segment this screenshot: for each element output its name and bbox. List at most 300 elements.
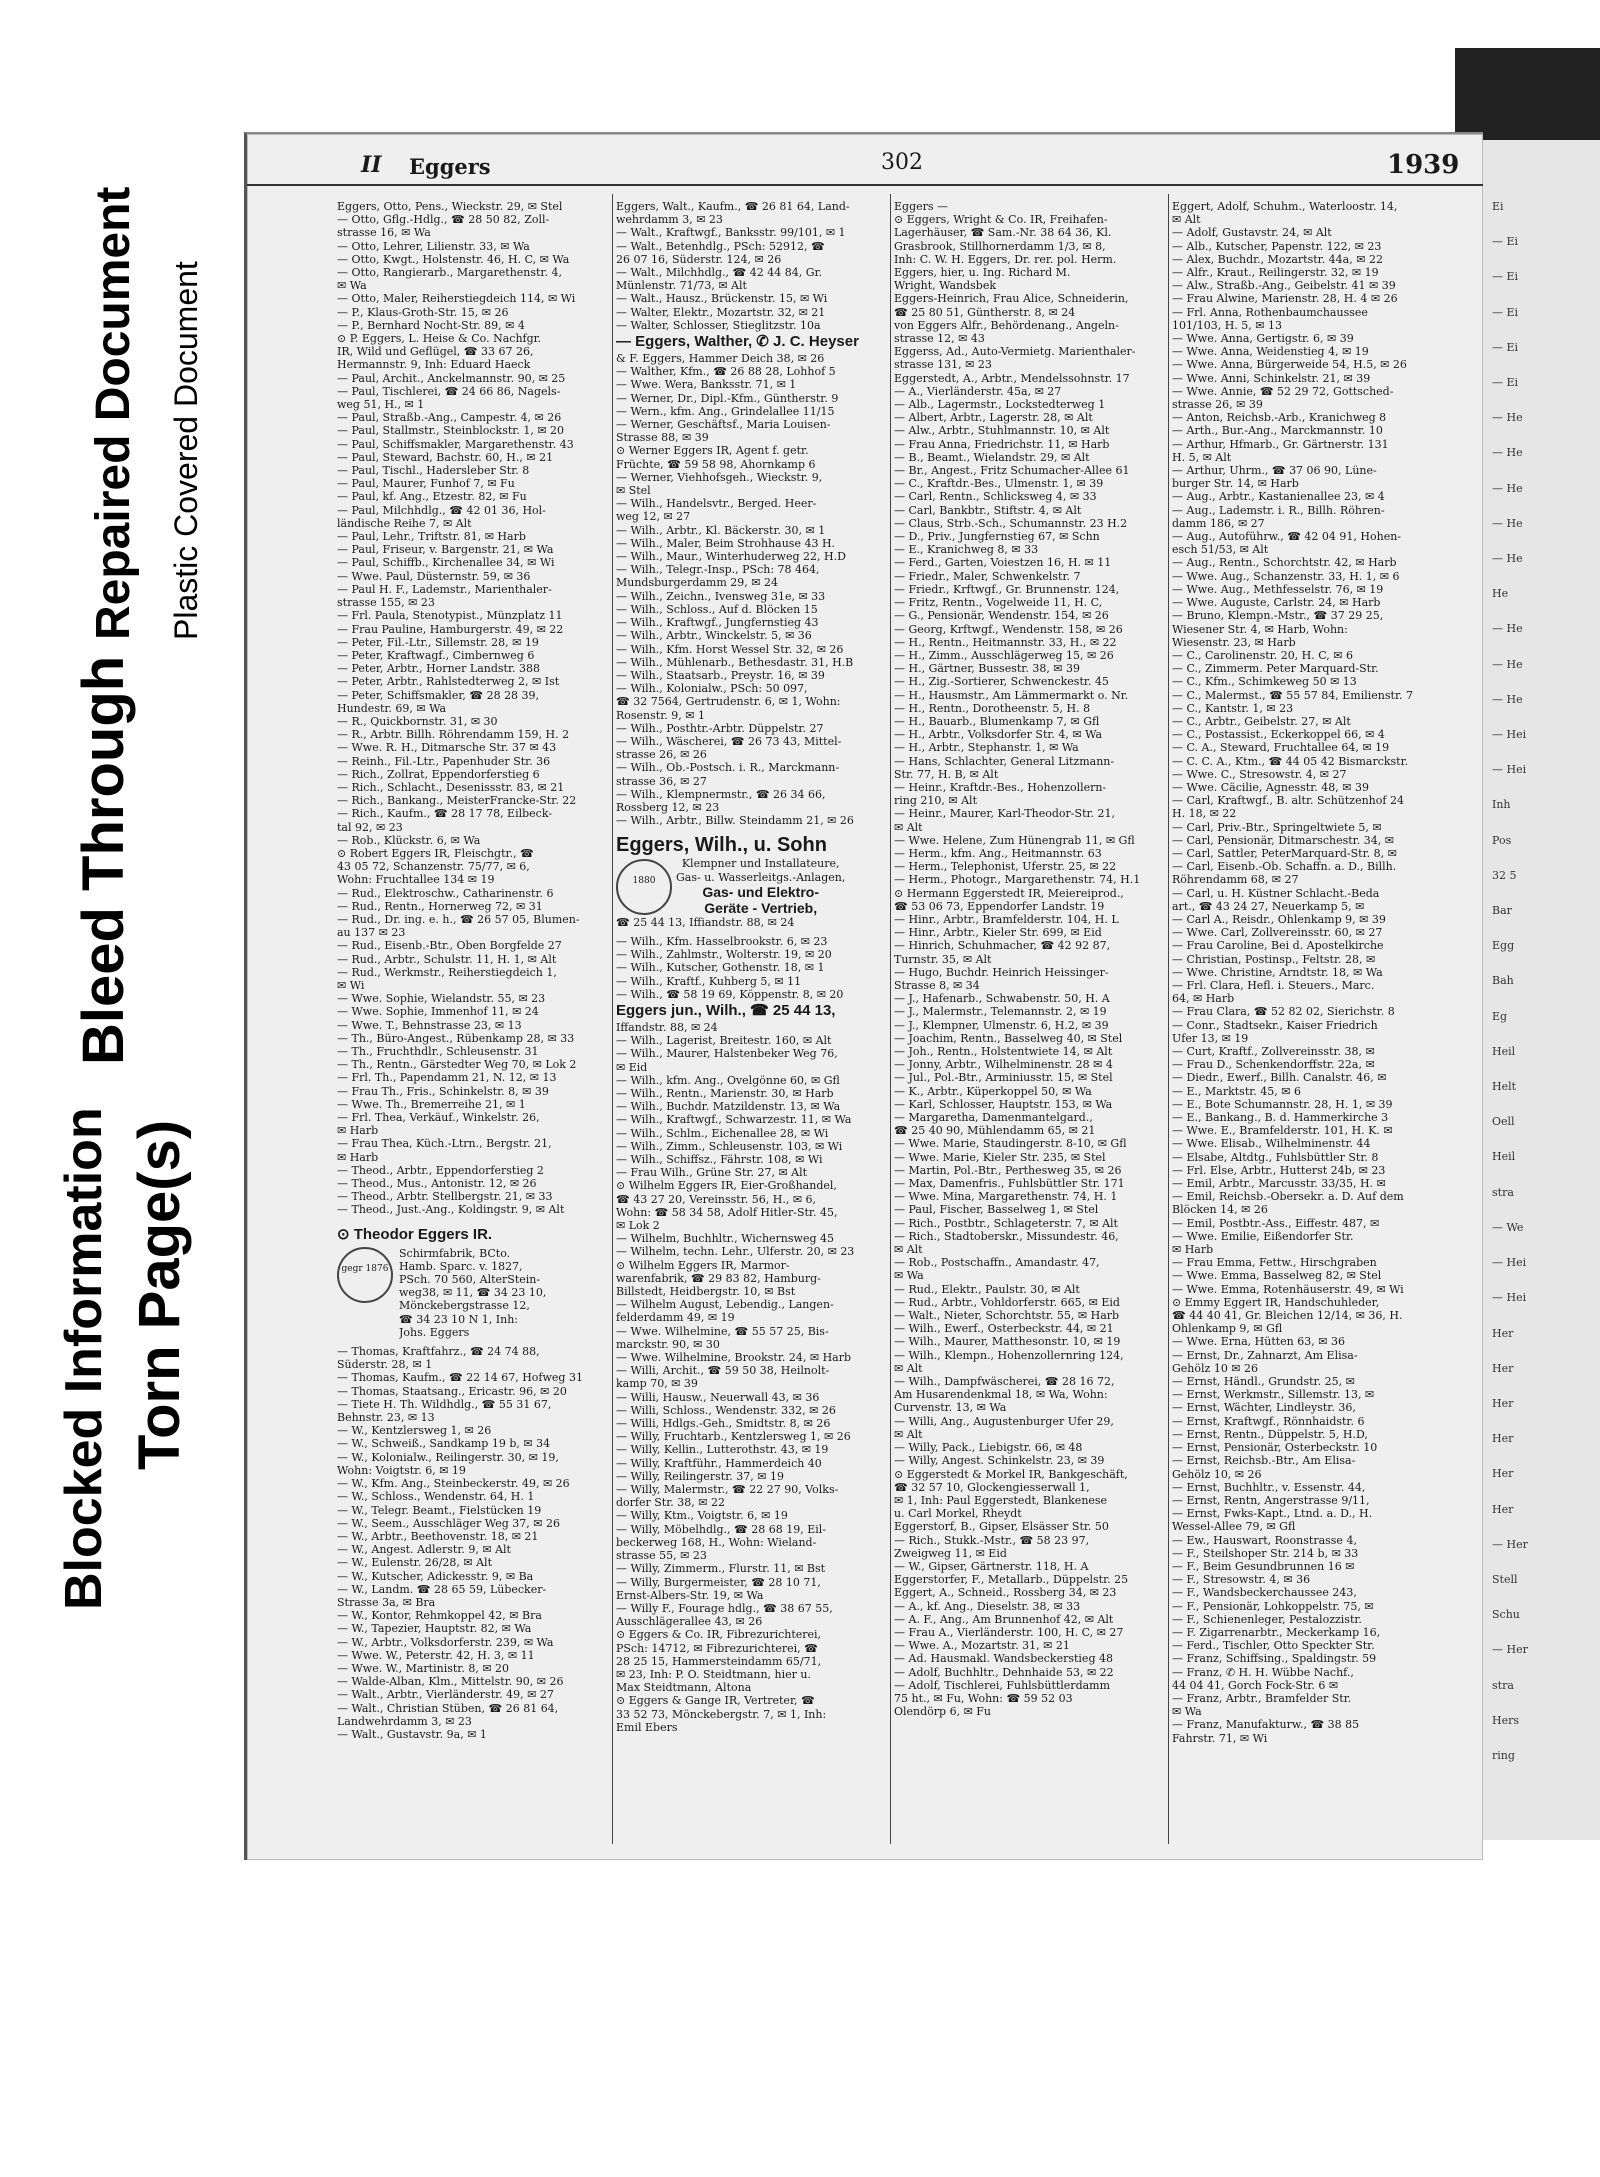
directory-entry: — Rich., Zollrat, Eppendorferstieg 6 bbox=[337, 767, 540, 781]
directory-entry: — Willy F., Fourage hdlg., ☎ 38 67 55, bbox=[616, 1601, 833, 1615]
directory-entry: — Ad. Hausmakl. Wandsbeckerstieg 48 bbox=[894, 1652, 1113, 1666]
directory-entry: ⊙ Eggers & Co. IR, Fibrezurichterei, bbox=[616, 1628, 822, 1642]
directory-entry: — C., Carolinenstr. 20, H. C, ✉ 6 bbox=[1172, 648, 1353, 662]
directory-entry: esch 51/53, ✉ Alt bbox=[1172, 543, 1269, 557]
column-3 bbox=[894, 200, 1164, 1840]
directory-entry: — Wilh., Staatsarb., Preystr. 16, ✉ 39 bbox=[616, 668, 825, 682]
directory-entry: — K., Arbtr., Küperkoppel 50, ✉ Wa bbox=[894, 1084, 1092, 1098]
directory-entry: — W., Tapezier, Hauptstr. 82, ✉ Wa bbox=[337, 1622, 532, 1636]
directory-entry: — Herm., Telephonist, Uferstr. 25, ✉ 22 bbox=[894, 860, 1117, 874]
directory-entry: ⊙ Wilhelm Eggers IR, Eier-Großhandel, bbox=[616, 1179, 837, 1193]
directory-entry: — W., Landm. ☎ 28 65 59, Lübecker- bbox=[337, 1582, 547, 1596]
directory-entry: — Wwe. Christine, Arndtstr. 18, ✉ Wa bbox=[1172, 965, 1383, 979]
directory-entry: — F., Pensionär, Lohkoppelstr. 75, ✉ bbox=[1172, 1599, 1374, 1613]
directory-entry: — Ernst, Pensionär, Osterbeckstr. 10 bbox=[1172, 1441, 1378, 1455]
directory-entry: — Wwe. Auguste, Carlstr. 24, ✉ Harb bbox=[1172, 596, 1381, 610]
directory-entry: von Eggers Alfr., Behördenang., Angeln- bbox=[894, 318, 1119, 332]
directory-entry: — J., Klempner, Ulmenstr. 6, H.2, ✉ 39 bbox=[894, 1018, 1109, 1032]
directory-entry: Hundestr. 69, ✉ Wa bbox=[337, 701, 447, 715]
directory-entry: ⊙ P. Eggers, L. Heise & Co. Nachfgr. bbox=[337, 332, 542, 346]
directory-entry: ⊙ Hermann Eggerstedt IR, Meiereiprod., bbox=[894, 886, 1124, 900]
directory-entry: — Willi, Hausw., Neuerwall 43, ✉ 36 bbox=[616, 1390, 820, 1404]
directory-entry: — Max, Damenfris., Fuhlsbüttler Str. 171 bbox=[894, 1177, 1125, 1191]
facing-page-fragment: — Hei bbox=[1492, 1291, 1527, 1305]
directory-entry: beckerweg 168, H., Wohn: Wieland- bbox=[616, 1535, 817, 1549]
directory-entry: — Paul, Tischl., Hadersleber Str. 8 bbox=[337, 464, 530, 478]
directory-entry: — Th., Fruchthdlr., Schleusenstr. 31 bbox=[337, 1045, 539, 1058]
directory-entry: — Wwe. Wera, Banksstr. 71, ✉ 1 bbox=[616, 378, 797, 392]
directory-entry: dorfer Str. 38, ✉ 22 bbox=[616, 1496, 725, 1510]
directory-entry: — A., Vierländerstr. 45a, ✉ 27 bbox=[894, 384, 1062, 398]
directory-entry: — Paul, Maurer, Funhof 7, ✉ Fu bbox=[337, 477, 515, 491]
directory-entry: — Rich., Stadtoberskr., Missundestr. 46, bbox=[894, 1229, 1119, 1243]
directory-entry: — Wilh., Kraftwgf., Jungfernstieg 43 bbox=[616, 616, 819, 630]
directory-entry: — Aug., Rentn., Schorchtstr. 42, ✉ Harb bbox=[1172, 556, 1397, 570]
directory-entry: — Alb., Lagermstr., Lockstedterweg 1 bbox=[894, 398, 1106, 412]
directory-entry: — Willy, Ktm., Voigtstr. 6, ✉ 19 bbox=[616, 1509, 788, 1523]
directory-entry: — J., Hafenarb., Schwabenstr. 50, H. A bbox=[894, 992, 1110, 1006]
directory-entry: — Wilh., Rentn., Marienstr. 30, ✉ Harb bbox=[616, 1086, 834, 1100]
directory-entry: — Carl, Pensionär, Ditmarschestr. 34, ✉ bbox=[1172, 833, 1394, 847]
directory-entry: — Willy, Reilingerstr. 37, ✉ 19 bbox=[616, 1469, 784, 1483]
directory-entry: 28 25 15, Hammersteindamm 65/71, bbox=[616, 1654, 822, 1668]
directory-entry: — Willy, Burgermeister, ☎ 28 10 71, bbox=[616, 1575, 821, 1589]
directory-entry: — Willi, Schloss., Wendenstr. 332, ✉ 26 bbox=[616, 1403, 836, 1417]
facing-page-fragment: — Hei bbox=[1492, 728, 1527, 742]
directory-entry: Eggers-Heinrich, Frau Alice, Schneiderin, bbox=[894, 292, 1129, 306]
directory-entry: — H., Hausmstr., Am Lämmermarkt o. Nr. bbox=[894, 688, 1129, 702]
directory-entry: — Wwe. Wilhelmine, Brookstr. 24, ✉ Harb bbox=[616, 1351, 852, 1365]
directory-entry: — H., Rentn., Heitmannstr. 33, H., ✉ 22 bbox=[894, 635, 1117, 649]
directory-entry: — Peter, Arbtr., Horner Landstr. 388 bbox=[337, 662, 541, 676]
directory-entry: — Th., Büro-Angest., Rübenkamp 28, ✉ 33 bbox=[337, 1031, 575, 1045]
directory-entry: — Willy, Möbelhdlg., ☎ 28 68 19, Eil- bbox=[616, 1522, 826, 1536]
facing-page-fragment: Her bbox=[1492, 1467, 1514, 1481]
directory-entry: — Willi, Hdlgs.-Geh., Smidtstr. 8, ✉ 26 bbox=[616, 1417, 831, 1431]
directory-entry: — Wilh., Maler, Beim Strohhause 43 H. bbox=[616, 536, 836, 550]
directory-entry: Wright, Wandsbek bbox=[894, 279, 997, 293]
ad-line: Schirmfabrik, BCto. bbox=[399, 1246, 511, 1260]
directory-entry: — C., Zimmerm. Peter Marquard-Str. bbox=[1172, 662, 1379, 676]
directory-entry: — Ernst, Rentn, Angerstrasse 9/11, bbox=[1172, 1493, 1370, 1507]
directory-entry: — Paul, Stallmstr., Steinblockstr. 1, ✉ 20 bbox=[337, 424, 565, 438]
directory-entry: — Albert, Arbtr., Lagerstr. 28, ✉ Alt bbox=[894, 411, 1093, 425]
directory-entry: — Fritz, Rentn., Vogelweide 11, H. C, bbox=[894, 596, 1103, 610]
column-2 bbox=[616, 200, 886, 1840]
directory-entry: — Wwe. W., Martinistr. 8, ✉ 20 bbox=[337, 1661, 510, 1675]
directory-entry: — Curt, Kraftf., Zollvereinsstr. 38, ✉ bbox=[1172, 1045, 1375, 1058]
directory-entry: Olendörp 6, ✉ Fu bbox=[894, 1705, 992, 1719]
directory-entry: Eggers — bbox=[894, 200, 949, 213]
directory-entry: ✉ Wa bbox=[1172, 1705, 1202, 1719]
facing-page-fragment: Egg bbox=[1492, 939, 1515, 953]
directory-entry: — Hugo, Buchdr. Heinrich Heissinger- bbox=[894, 965, 1109, 979]
directory-entry: — Herm., Photogr., Margarethenstr. 74, H.1 bbox=[894, 873, 1141, 887]
directory-entry: Behnstr. 23, ✉ 13 bbox=[337, 1411, 435, 1425]
directory-entry: H. 18, ✉ 22 bbox=[1172, 807, 1237, 821]
directory-entry: — Wilh., Arbtr., Winckelstr. 5, ✉ 36 bbox=[616, 629, 812, 643]
directory-entry: — Wwe. Emilie, Eißendorfer Str. bbox=[1172, 1229, 1354, 1243]
directory-entry: — Wwe. R. H., Ditmarsche Str. 37 ✉ 43 bbox=[337, 741, 557, 755]
directory-entry: Zweigweg 11, ✉ Eid bbox=[894, 1546, 1007, 1560]
directory-entry: 26 07 16, Süderstr. 124, ✉ 26 bbox=[616, 252, 782, 266]
facing-page-fragments bbox=[1492, 200, 1592, 1800]
facing-page-fragment: stra bbox=[1492, 1185, 1514, 1199]
directory-entry: — Emil, Reichsb.-Obersekr. a. D. Auf dem bbox=[1172, 1190, 1404, 1204]
facing-page-fragment: — He bbox=[1492, 481, 1523, 495]
directory-entry: — Walt., Gustavstr. 9a, ✉ 1 bbox=[337, 1727, 487, 1741]
directory-entry: — Aug., Lademstr. i. R., Billh. Röhren- bbox=[1172, 503, 1385, 517]
directory-entry: — Ew., Hauswart, Roonstrasse 4, bbox=[1172, 1533, 1357, 1547]
directory-entry: — A. F., Ang., Am Brunnenhof 42, ✉ Alt bbox=[894, 1612, 1114, 1626]
directory-entry: Landwehrdamm 3, ✉ 23 bbox=[337, 1714, 472, 1728]
directory-entry: ☎ 32 7564, Gertrudenstr. 6, ✉ 1, Wohn: bbox=[616, 695, 841, 709]
directory-entry: Str. 77, H. B, ✉ Alt bbox=[894, 767, 999, 781]
directory-entry: — W., Kentzlersweg 1, ✉ 26 bbox=[337, 1424, 492, 1438]
directory-entry: Strasse 8, ✉ 34 bbox=[894, 978, 980, 992]
directory-entry: ⊙ Emmy Eggert IR, Handschuhleder, bbox=[1172, 1295, 1380, 1309]
directory-entry: — Rud., Elektroschw., Catharinenstr. 6 bbox=[337, 886, 554, 900]
directory-entry: art., ☎ 43 24 27, Neuerkamp 5, ✉ bbox=[1172, 899, 1365, 913]
directory-entry: — W., Eulenstr. 26/28, ✉ Alt bbox=[337, 1556, 492, 1570]
directory-entry: — C., Malermst., ☎ 55 57 84, Emilienstr. 7 bbox=[1172, 688, 1413, 702]
directory-entry: — Otto, Maler, Reiherstiegdeich 114, ✉ Wi bbox=[337, 292, 576, 306]
directory-entry: — Paul, Fischer, Basselweg 1, ✉ Stel bbox=[894, 1203, 1099, 1217]
facing-page-fragment: — He bbox=[1492, 552, 1523, 566]
directory-entry: — Carl, Rentn., Schlicksweg 4, ✉ 33 bbox=[894, 490, 1097, 504]
directory-entry: — Hinr., Arbtr., Kieler Str. 699, ✉ Eid bbox=[894, 926, 1102, 940]
facing-page-fragment: — Ei bbox=[1492, 270, 1519, 284]
directory-entry: — H., Gärtner, Bussestr. 38, ✉ 39 bbox=[894, 662, 1081, 676]
directory-entry: — Carl, Priv.-Btr., Springeltwiete 5, ✉ bbox=[1172, 820, 1382, 834]
directory-entry: — H., Zig.-Sortierer, Schwenckestr. 45 bbox=[894, 675, 1109, 689]
ad-line: PSch. 70 560, AlterStein- bbox=[399, 1273, 541, 1287]
directory-entry: ☎ 32 57 10, Glockengiesserwall 1, bbox=[894, 1480, 1090, 1494]
directory-entry: — Tiete H. Th. Wildhdlg., ☎ 55 31 67, bbox=[337, 1397, 552, 1411]
directory-entry: PSch: 14712, ✉ Fibrezurichterei, ☎ bbox=[616, 1641, 818, 1655]
directory-entry: — Alw., Arbtr., Stuhlmannstr. 10, ✉ Alt bbox=[894, 424, 1110, 438]
facing-page-fragment: He bbox=[1492, 587, 1509, 601]
directory-entry: IR, Wild und Geflügel, ☎ 33 67 26, bbox=[337, 345, 534, 359]
directory-entry: — Paul, Steward, Bachstr. 60, H., ✉ 21 bbox=[337, 450, 554, 464]
directory-entry: — Peter, Kraftwagf., Cimbernweg 6 bbox=[337, 648, 535, 662]
column-rule bbox=[612, 194, 613, 1844]
directory-entry: — H., Rentn., Dorotheenstr. 5, H. 8 bbox=[894, 701, 1091, 715]
facing-page-fragment: — Her bbox=[1492, 1537, 1528, 1551]
facing-page-fragment: Her bbox=[1492, 1326, 1514, 1340]
directory-entry: Hermannstr. 9, Inh: Eduard Haeck bbox=[337, 358, 531, 372]
directory-entry: 64, ✉ Harb bbox=[1172, 992, 1235, 1006]
directory-entry: Iffandstr. 88, ✉ 24 bbox=[616, 1020, 718, 1034]
facing-page-fragment: — Hei bbox=[1492, 1256, 1527, 1270]
directory-entry: — H., Arbtr., Volksdorfer Str. 4, ✉ Wa bbox=[894, 728, 1103, 742]
directory-entry: ✉ Harb bbox=[337, 1124, 379, 1138]
directory-entry: Billstedt, Heidbergstr. 10, ✉ Bst bbox=[616, 1285, 796, 1299]
directory-entry: — Rob., Klückstr. 6, ✉ Wa bbox=[337, 833, 481, 847]
directory-entry: burger Str. 14, ✉ Harb bbox=[1172, 477, 1299, 491]
facing-page-fragment: — Ei bbox=[1492, 340, 1519, 354]
directory-entry: — Wilh., Posthtr.-Arbtr. Düppelstr. 27 bbox=[616, 721, 824, 735]
directory-entry: — Alw., Straßb.-Ang., Geibelstr. 41 ✉ 39 bbox=[1172, 279, 1396, 293]
directory-entry: — Otto, Rangierarb., Margarethenstr. 4, bbox=[337, 266, 562, 280]
directory-entry: — Otto, Kwgt., Holstenstr. 46, H. C, ✉ Wa bbox=[337, 252, 570, 266]
directory-entry: weg 12, ✉ 27 bbox=[616, 510, 691, 524]
facing-page-fragment: Hers bbox=[1492, 1713, 1520, 1727]
ad-line: ☎ 34 23 10 N 1, Inh: bbox=[399, 1312, 519, 1326]
directory-entry: — Hinrich, Schuhmacher, ☎ 42 92 87, bbox=[894, 939, 1111, 953]
directory-entry: Ernst-Albers-Str. 19, ✉ Wa bbox=[616, 1588, 764, 1602]
facing-page-fragment: 32 5 bbox=[1492, 868, 1517, 882]
directory-entry: — W., Arbtr., Volksdorferstr. 239, ✉ Wa bbox=[337, 1635, 554, 1649]
header-surname: Eggers bbox=[409, 154, 491, 179]
directory-entry: — Wwe. Anni, Schinkelstr. 21, ✉ 39 bbox=[1172, 371, 1371, 385]
directory-entry: — Ernst, Buchhltr., v. Essenstr. 44, bbox=[1172, 1480, 1366, 1494]
directory-entry: Eggerss, Ad., Auto-Vermietg. Marienthaler- bbox=[894, 345, 1136, 359]
directory-entry: — Wilh., kfm. Ang., Ovelgönne 60, ✉ Gfl bbox=[616, 1073, 840, 1087]
directory-entry: — Alfr., Kraut., Reilingerstr. 32, ✉ 19 bbox=[1172, 266, 1379, 280]
directory-entry: — Christian, Postinsp., Feltstr. 28, ✉ bbox=[1172, 952, 1376, 966]
facing-page-fragment: — Her bbox=[1492, 1643, 1528, 1657]
directory-entry: Max Steidtmann, Altona bbox=[616, 1681, 752, 1695]
directory-entry: Wohn: Fruchtallee 134 ✉ 19 bbox=[337, 873, 495, 887]
facing-page-fragment: Eg bbox=[1492, 1009, 1508, 1023]
directory-entry: — Frau Wilh., Grüne Str. 27, ✉ Alt bbox=[616, 1166, 808, 1180]
directory-entry: — Wilh., Wäscherei, ☎ 26 73 43, Mittel- bbox=[616, 734, 842, 748]
directory-entry: 75 ht., ✉ Fu, Wohn: ☎ 59 52 03 bbox=[894, 1691, 1073, 1705]
directory-entry: — Willy, Kraftführ., Hammerdeich 40 bbox=[616, 1456, 822, 1470]
directory-entry: — Willy, Fruchtarb., Kentzlersweg 1, ✉ 26 bbox=[616, 1430, 851, 1444]
directory-entry: — W., Gipser, Gärtnerstr. 118, H. A bbox=[894, 1559, 1089, 1573]
directory-entry: — Willi, Ang., Augustenburger Ufer 29, bbox=[894, 1414, 1114, 1428]
column-rule bbox=[1168, 194, 1169, 1844]
directory-entry: strasse 26, ✉ 39 bbox=[1172, 398, 1263, 412]
directory-entry: — Franz, Manufakturw., ☎ 38 85 bbox=[1172, 1718, 1360, 1732]
directory-entry: — Wwe. Sophie, Immenhof 11, ✉ 24 bbox=[337, 1005, 539, 1019]
directory-entry: — W., Angest. Adlerstr. 9, ✉ Alt bbox=[337, 1543, 511, 1557]
directory-entry: — C. C. A., Ktm., ☎ 44 05 42 Bismarckstr. bbox=[1172, 754, 1409, 768]
directory-entry: Inh: C. W. H. Eggers, Dr. rer. pol. Herm. bbox=[894, 252, 1117, 266]
directory-entry: — Wwe. Helene, Zum Hünengrab 11, ✉ Gfl bbox=[894, 833, 1135, 847]
directory-entry: — Wern., kfm. Ang., Grindelallee 11/15 bbox=[616, 404, 835, 418]
directory-entry: — Wilh., Maurer, Halstenbeker Weg 76, bbox=[616, 1047, 838, 1061]
directory-entry: — Wilh., Schiffsz., Fährstr. 108, ✉ Wi bbox=[616, 1153, 823, 1166]
ad-line: Klempner und Installateure, bbox=[681, 857, 840, 871]
label-torn-pages: Torn Page(s) bbox=[127, 1119, 192, 1470]
company-seal-emblem: gegr 1876 bbox=[337, 1247, 393, 1303]
directory-entry: — D., Priv., Jungfernstieg 67, ✉ Schn bbox=[894, 530, 1100, 544]
directory-entry: Wohn: ☎ 58 34 58, Adolf Hitler-Str. 45, bbox=[616, 1205, 838, 1219]
column-1 bbox=[337, 200, 607, 1840]
directory-entry: Eggerstorf, B., Gipser, Elsässer Str. 50 bbox=[894, 1520, 1109, 1534]
directory-entry: — Aug., Autoführw., ☎ 42 04 91, Hohen- bbox=[1172, 530, 1402, 544]
directory-entry: 44 04 41, Gorch Fock-Str. 6 ✉ bbox=[1172, 1678, 1339, 1692]
directory-entry: — Wilh., Handelsvtr., Berged. Heer- bbox=[616, 497, 817, 511]
facing-page-fragment: Bar bbox=[1492, 904, 1512, 918]
directory-entry: — Joh., Rentn., Holstentwiete 14, ✉ Alt bbox=[894, 1045, 1113, 1058]
directory-entry: — Wilh., Zahlmstr., Wolterstr. 19, ✉ 20 bbox=[616, 948, 832, 962]
directory-entry: — Wwe. Wilhelmine, ☎ 55 57 25, Bis- bbox=[616, 1324, 829, 1338]
facing-page-fragment: — He bbox=[1492, 657, 1523, 671]
directory-entry: — Paul, Friseur, v. Bargenstr. 21, ✉ Wa bbox=[337, 543, 554, 557]
directory-entry: — Rich., Kaufm., ☎ 28 17 78, Eilbeck- bbox=[337, 807, 553, 821]
page-number: 302 bbox=[881, 150, 923, 175]
directory-entry: — W., Seem., Ausschläger Weg 37, ✉ 26 bbox=[337, 1516, 560, 1530]
directory-entry: — Wwe. Aug., Schanzenstr. 33, H. 1, ✉ 6 bbox=[1172, 569, 1400, 583]
directory-entry: — Theod., Just.-Ang., Koldingstr. 9, ✉ Alt bbox=[337, 1203, 565, 1217]
facing-page-fragment: Ei bbox=[1492, 200, 1504, 213]
directory-entry: — Wilh., Schloss., Auf d. Blöcken 15 bbox=[616, 602, 818, 616]
directory-entry: Eggert, A., Schneid., Rossberg 34, ✉ 23 bbox=[894, 1586, 1117, 1600]
directory-entry: — W., Kontor, Rehmkoppel 42, ✉ Bra bbox=[337, 1609, 542, 1623]
directory-entry: — Willy, Zimmerm., Flurstr. 11, ✉ Bst bbox=[616, 1562, 826, 1576]
directory-entry: — Conr., Stadtsekr., Kaiser Friedrich bbox=[1172, 1018, 1378, 1032]
directory-entry: Turnstr. 35, ✉ Alt bbox=[894, 952, 992, 966]
directory-entry: strasse 36, ✉ 27 bbox=[616, 774, 707, 788]
directory-entry: — F., Steilshoper Str. 214 b, ✉ 33 bbox=[1172, 1546, 1359, 1560]
directory-entry: — Walt., Nieter, Schorchtstr. 55, ✉ Harb bbox=[894, 1309, 1120, 1323]
directory-entry: — Adolf, Gustavstr. 24, ✉ Alt bbox=[1172, 226, 1332, 240]
directory-entry: — Rich., Stukk.-Mstr., ☎ 58 23 97, bbox=[894, 1533, 1090, 1547]
facing-page-fragment: ring bbox=[1492, 1748, 1515, 1762]
directory-entry: damm 186, ✉ 27 bbox=[1172, 516, 1265, 530]
directory-entry: — Wilh., Lagerist, Breitestr. 160, ✉ Alt bbox=[616, 1034, 832, 1048]
column-rule bbox=[890, 194, 891, 1844]
directory-entry: — Wilh., Buchdr. Matzildenstr. 13, ✉ Wa bbox=[616, 1100, 841, 1114]
directory-entry: — Rud., Dr. ing. e. h., ☎ 26 57 05, Blumen- bbox=[337, 912, 580, 926]
directory-entry: ✉ Alt bbox=[894, 1243, 923, 1257]
directory-entry: — R., Quickbornstr. 31, ✉ 30 bbox=[337, 714, 498, 728]
directory-entry: Eggers, hier, u. Ing. Richard M. bbox=[894, 266, 1071, 280]
directory-entry: — Adolf, Buchhltr., Dehnhaide 53, ✉ 22 bbox=[894, 1665, 1114, 1679]
directory-entry: — Wilh., Kutscher, Gothenstr. 18, ✉ 1 bbox=[616, 961, 825, 975]
directory-entry: — Paul, Tischlerei, ☎ 24 66 86, Nagels- bbox=[337, 384, 561, 398]
directory-entry: — W., Kutscher, Adickesstr. 9, ✉ Ba bbox=[337, 1569, 534, 1583]
directory-entry: — Wwe. Cäcilie, Agnesstr. 48, ✉ 39 bbox=[1172, 780, 1369, 794]
directory-entry: — F., Stresowstr. 4, ✉ 36 bbox=[1172, 1573, 1311, 1587]
directory-entry: — Wilh., Kfm. Horst Wessel Str. 32, ✉ 26 bbox=[616, 642, 844, 656]
directory-entry: ✉ Wa bbox=[337, 279, 367, 293]
directory-entry: — Wilh., Zimm., Schleusenstr. 103, ✉ Wi bbox=[616, 1139, 843, 1153]
directory-entry: — Rud., Elektr., Paulstr. 30, ✉ Alt bbox=[894, 1282, 1080, 1296]
directory-entry: ☎ 25 80 51, Güntherstr. 8, ✉ 24 bbox=[894, 305, 1076, 319]
directory-entry: — Paul H. F., Lademstr., Marienthaler- bbox=[337, 582, 552, 596]
directory-entry: Eggerstedt, A., Arbtr., Mendelssohnstr. 17 bbox=[894, 371, 1130, 385]
directory-entry: — Walt., Christian Stüben, ☎ 26 81 64, bbox=[337, 1701, 559, 1715]
directory-entry: — Ferd., Tischler, Otto Speckter Str. bbox=[1172, 1639, 1375, 1653]
directory-entry: — Reinh., Fil.-Ltr., Papenhuder Str. 36 bbox=[337, 754, 551, 768]
directory-entry: tal 92, ✉ 23 bbox=[337, 820, 403, 834]
directory-entry: ✉ 1, Inh: Paul Eggerstedt, Blankenese bbox=[894, 1493, 1108, 1507]
directory-entry: — Thomas, Kraftfahrz., ☎ 24 74 88, bbox=[337, 1345, 540, 1359]
directory-entry: — Wilhelm August, Lebendig., Langen- bbox=[616, 1298, 834, 1312]
directory-entry: Münlenstr. 71/73, ✉ Alt bbox=[616, 279, 747, 293]
directory-entry: ⊙ Eggers & Gange IR, Vertreter, ☎ bbox=[616, 1694, 815, 1708]
directory-entry: — Wwe. Mina, Margarethenstr. 74, H. 1 bbox=[894, 1190, 1118, 1204]
directory-entry: Blöcken 14, ✉ 26 bbox=[1172, 1203, 1268, 1217]
directory-entry: — Frau Clara, ☎ 52 82 02, Sierichstr. 8 bbox=[1172, 1005, 1395, 1019]
ad-highlight: Gas- und Elektro- bbox=[702, 883, 820, 900]
directory-entry: — Walt., Kraftwgf., Banksstr. 99/101, ✉ 1 bbox=[616, 226, 846, 240]
directory-entry: — Arthur, Hfmarb., Gr. Gärtnerstr. 131 bbox=[1172, 437, 1389, 451]
directory-entry: — Rich., Postbtr., Schlageterstr. 7, ✉ Alt bbox=[894, 1216, 1118, 1230]
directory-entry: ☎ 25 40 90, Mühlendamm 65, ✉ 21 bbox=[894, 1124, 1096, 1138]
directory-entry: — Wwe. Sophie, Wielandstr. 55, ✉ 23 bbox=[337, 992, 546, 1006]
directory-entry: — Rob., Postschaffn., Amandastr. 47, bbox=[894, 1256, 1100, 1270]
directory-entry: H. 5, ✉ Alt bbox=[1172, 450, 1232, 464]
directory-entry: — C. A., Steward, Fruchtallee 64, ✉ 19 bbox=[1172, 741, 1390, 755]
directory-entry: — W., Kolonialw., Reilingerstr. 30, ✉ 19, bbox=[337, 1450, 559, 1464]
facing-page-fragment: — Ei bbox=[1492, 305, 1519, 319]
directory-entry: — J., Malermstr., Telemannstr. 2, ✉ 19 bbox=[894, 1005, 1107, 1019]
facing-page-fragment: — He bbox=[1492, 692, 1523, 706]
directory-entry: — Otto, Lehrer, Lilienstr. 33, ✉ Wa bbox=[337, 239, 530, 253]
facing-page-fragment: — He bbox=[1492, 411, 1523, 425]
ad-line: Gas- u. Wasserleitgs.-Anlagen, bbox=[676, 870, 846, 884]
directory-entry: — Rud., Eisenb.-Btr., Oben Borgfelde 27 bbox=[337, 939, 562, 953]
directory-entry: — Adolf, Tischlerei, Fuhlsbüttlerdamm bbox=[894, 1678, 1111, 1692]
directory-entry: — Willi, Archit., ☎ 59 50 38, Heilnolt- bbox=[616, 1364, 830, 1378]
facing-page-fragment: — Ei bbox=[1492, 376, 1519, 390]
directory-entry: kamp 70, ✉ 39 bbox=[616, 1377, 698, 1391]
directory-entry: Wiesenstr. 23, ✉ Harb bbox=[1172, 635, 1296, 649]
directory-entry: ⊙ Wilhelm Eggers IR, Marmor- bbox=[616, 1258, 790, 1272]
directory-entry: — Wwe. Anna, Weidenstieg 4, ✉ 19 bbox=[1172, 345, 1369, 359]
directory-entry: Eggers, Otto, Pens., Wieckstr. 29, ✉ Stel bbox=[337, 200, 563, 213]
directory-entry: — Thomas, Kaufm., ☎ 22 14 67, Hofweg 31 bbox=[337, 1371, 583, 1385]
directory-entry: — Wwe. Th., Bremerreihe 21, ✉ 1 bbox=[337, 1097, 526, 1111]
directory-entry: — Paul, Milchhdlg., ☎ 42 01 36, Hol- bbox=[337, 503, 546, 517]
directory-entry: — Walter, Schlosser, Stieglitzstr. 10a bbox=[616, 318, 821, 332]
ad-title: Eggers, Wilh., u. Sohn bbox=[616, 834, 827, 857]
directory-entry: — Paul, Straßb.-Ang., Campestr. 4, ✉ 26 bbox=[337, 411, 562, 425]
directory-entry: — Ernst, Rentn., Düppelstr. 5, H.D, bbox=[1172, 1427, 1368, 1441]
directory-entry: — Paul, Schiffsmakler, Margarethenstr. 43 bbox=[337, 437, 574, 451]
facing-page-fragment: Bah bbox=[1492, 974, 1514, 988]
directory-entry: — Frau Anna, Friedrichstr. 11, ✉ Harb bbox=[894, 437, 1110, 451]
directory-entry: — Wilh., Maurer, Matthesonstr. 10, ✉ 19 bbox=[894, 1335, 1121, 1349]
directory-entry: — Frau Th., Fris., Schinkelstr. 8, ✉ 39 bbox=[337, 1084, 549, 1098]
directory-entry: — Franz, ✆ H. H. Wübbe Nachf., bbox=[1172, 1665, 1354, 1679]
directory-entry: Röhrendamm 68, ✉ 27 bbox=[1172, 873, 1299, 887]
directory-entry: — Willy, Pack., Liebigstr. 66, ✉ 48 bbox=[894, 1441, 1083, 1455]
company-seal-emblem: 1880 bbox=[616, 859, 672, 915]
directory-entry: — Rich., Schlacht., Desenissstr. 83, ✉ 21 bbox=[337, 780, 565, 794]
directory-entry: — Rich., Bankang., MeisterFrancke-Str. 22 bbox=[337, 794, 577, 808]
directory-entry: — Wilh., Ewerf., Osterbeckstr. 44, ✉ 21 bbox=[894, 1322, 1114, 1336]
directory-entry: — Wilh., Ob.-Postsch. i. R., Marckmann- bbox=[616, 761, 840, 775]
directory-entry: — W., Arbtr., Beethovenstr. 18, ✉ 21 bbox=[337, 1529, 539, 1543]
directory-entry: — Rud., Arbtr., Vohldorferstr. 665, ✉ Eid bbox=[894, 1295, 1120, 1309]
ad-line: Mönckebergstrasse 12, bbox=[399, 1299, 530, 1313]
directory-entry: strasse 26, ✉ 26 bbox=[616, 748, 707, 762]
directory-entry: — Ernst, Reichsb.-Btr., Am Elisa- bbox=[1172, 1454, 1356, 1468]
directory-entry: au 137 ✉ 23 bbox=[337, 926, 406, 940]
directory-entry: strasse 55, ✉ 23 bbox=[616, 1549, 707, 1563]
directory-entry: — Emil, Arbtr., Marcusstr. 33/35, H. ✉ bbox=[1172, 1177, 1386, 1191]
bold-entry: Eggers jun., Wilh., ☎ 25 44 13, bbox=[616, 1001, 836, 1019]
directory-entry: — E., Bankang., B. d. Hammerkirche 3 bbox=[1172, 1111, 1389, 1125]
directory-entry: — W., Kfm. Ang., Steinbeckerstr. 49, ✉ 26 bbox=[337, 1477, 570, 1491]
directory-entry: — Heinr., Maurer, Karl-Theodor-Str. 21, bbox=[894, 807, 1116, 821]
directory-entry: ring 210, ✉ Alt bbox=[894, 794, 977, 808]
facing-page-fragment: Heil bbox=[1492, 1044, 1516, 1058]
directory-entry: — Walt., Betenhdlg., PSch: 52912, ☎ bbox=[616, 239, 825, 253]
directory-entry: Früchte, ☎ 59 58 98, Ahornkamp 6 bbox=[616, 457, 816, 471]
directory-entry: ☎ 53 06 73, Eppendorfer Landstr. 19 bbox=[894, 899, 1105, 913]
directory-entry: — Wilhelm, techn. Lehr., Ulferstr. 20, ✉ 23 bbox=[616, 1245, 855, 1259]
directory-entry: — Carl, Kraftwgf., B. altr. Schützenhof 24 bbox=[1172, 794, 1404, 808]
directory-entry: — Otto, Gflg.-Hdlg., ☎ 28 50 82, Zoll- bbox=[337, 213, 550, 227]
